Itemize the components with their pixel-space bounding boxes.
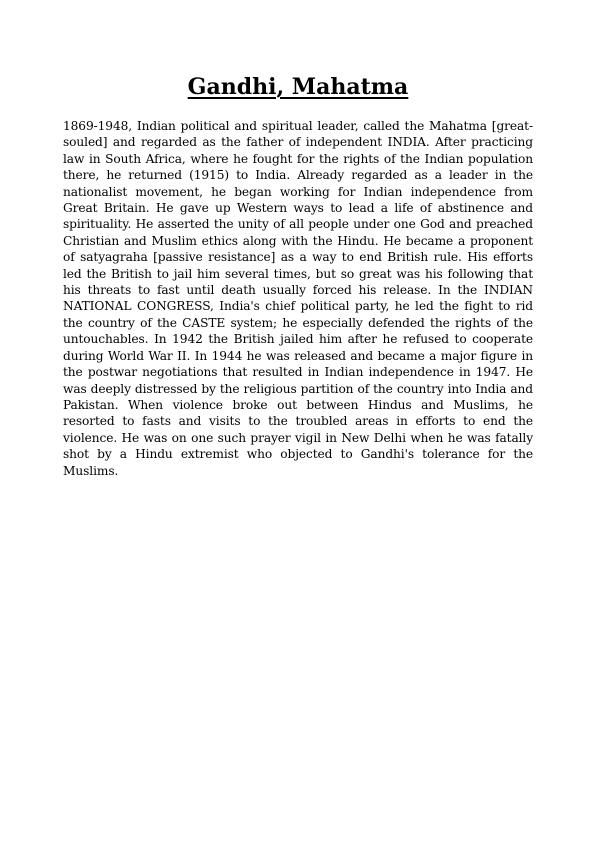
article-body: 1869-1948, Indian political and spiritual leader, called the Mahatma [great-souled] and regarded as the father of independent INDIA. After practicing law in South Africa, where he fought for the rights of the Indian population there, he returned (1915) to India. Already regarded as a leader in the nationalist movement, he began working for Indian independence from Great Britain. He gave up Western ways to lead a life of abstinence and spirituality. He asserted the unity of all people under one God and preached Christian and Muslim ethics along with the Hindu. He became a proponent of satyagraha [passive resistance] as a way to end British rule. His efforts led the British to jail him several times, but so great was his following that his threats to fast until death usually forced his release. In the INDIAN NATIONAL CONGRESS, India's chief political party, he led the fight to rid the country of the CASTE system; he especially defended the rights of the untouchables. In 1942 the British jailed him after he refused to cooperate during World War II. In 1944 he was released and became a major figure in the postwar negotiations that resulted in Indian independence in 1947. He was deeply distressed by the religious partition of the country into India and Pakistan. When violence broke out between Hindus and Muslims, he resorted to fasts and visits to the troubled areas in efforts to end the violence. He was on one such prayer vigil in New Delhi when he was fatally shot by a Hindu extremist who objected to Gandhi's tolerance for the Muslims. xyxy=(63,119,533,478)
page-title-text: Gandhi, Mahatma xyxy=(187,74,409,100)
page-title xyxy=(0,72,596,102)
